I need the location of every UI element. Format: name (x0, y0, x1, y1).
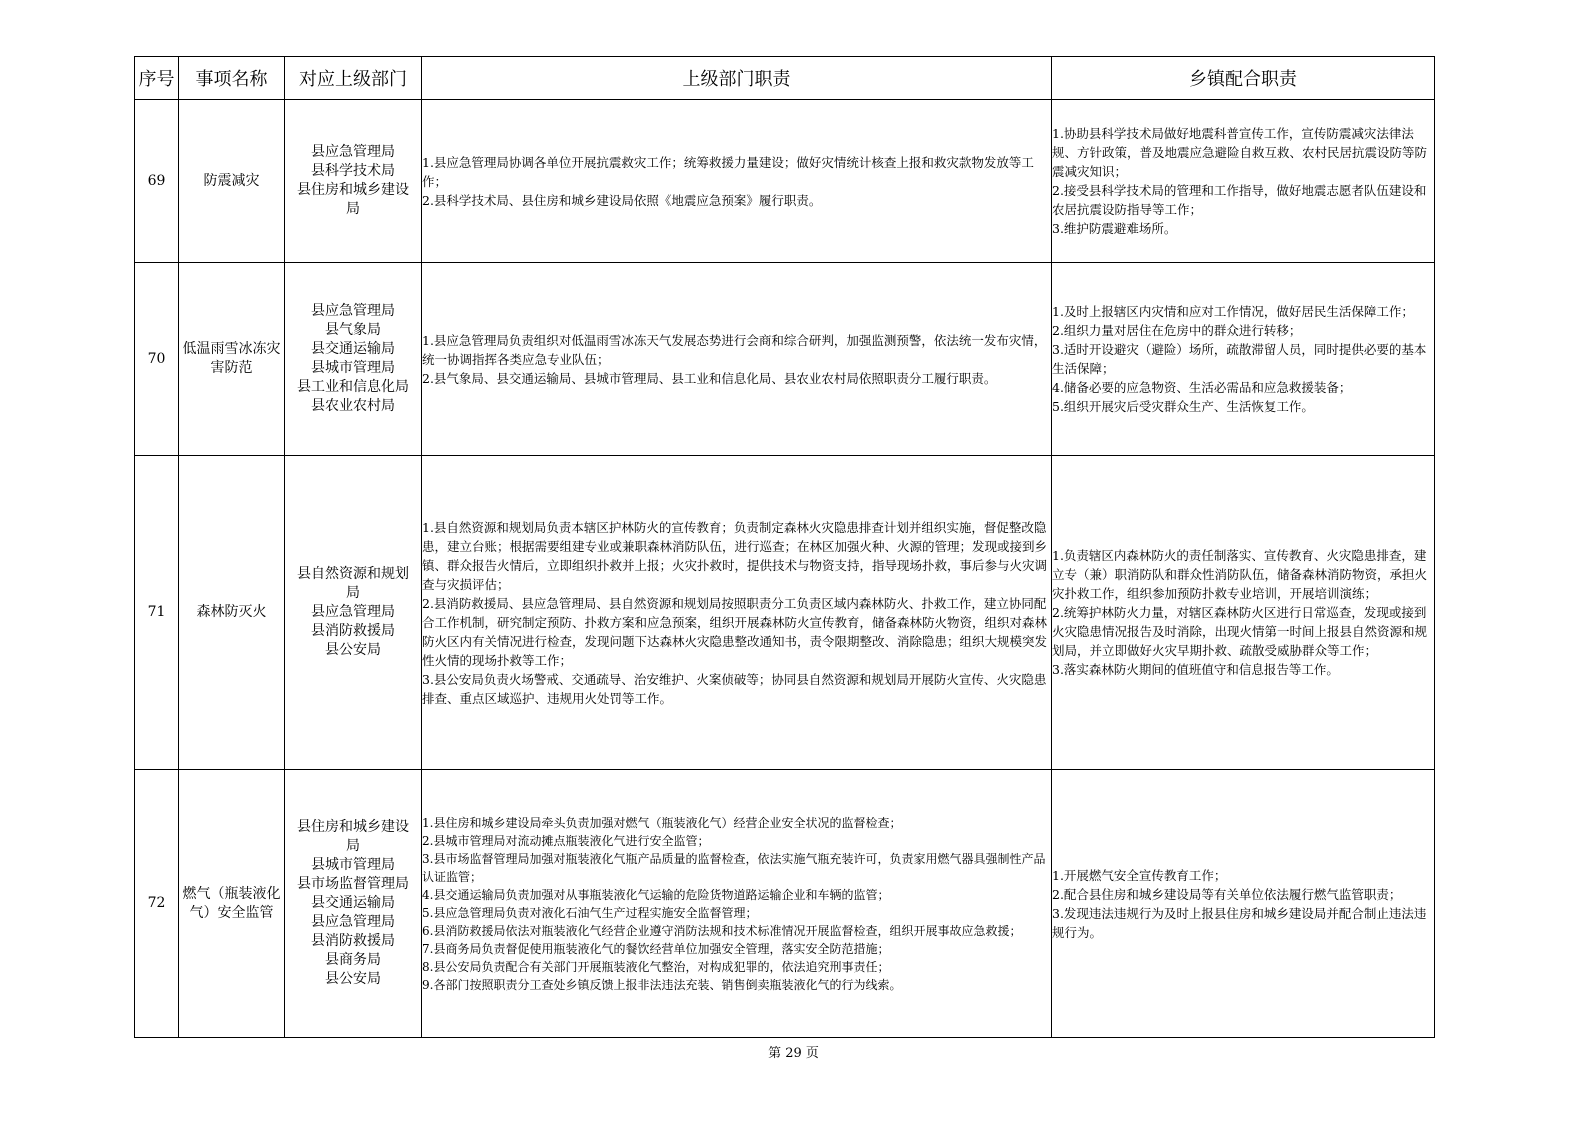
department-line: 县交通运输局 (311, 895, 395, 911)
row-item-name: 森林防灭火 (179, 456, 285, 770)
table-header-row (135, 57, 1435, 100)
row-town-duty (1052, 263, 1435, 456)
duty-item: 2.配合县住房和城乡建设局等有关单位依法履行燃气监管职责； (1052, 886, 1402, 902)
table-row (135, 456, 1435, 770)
header-item-name: 事项名称 (179, 57, 285, 100)
table-row (135, 100, 1435, 263)
department-line: 县公安局 (325, 642, 381, 658)
row-departments (285, 770, 422, 1038)
row-item-name: 燃气（瓶装液化气）安全监管 (179, 770, 285, 1038)
department-line: 县城市管理局 (311, 857, 395, 873)
department-line: 县应急管理局 (311, 144, 395, 160)
duty-item: 4.储备必要的应急物资、生活必需品和应急救援装备； (1052, 380, 1352, 395)
duty-item: 1.县自然资源和规划局负责本辖区护林防火的宣传教育；负责制定森林火灾隐患排查计划并组织实施，督促整改隐患，建立台账；根据需要组建专业或兼职森林消防队伍，进行巡查；在林区加强火种、火源的管理；发现或接到乡镇、群众报告火情后，立即组织扑救并上报；火灾扑救时，提供技术与物资支持，指导现场扑救，事后参与火灾调查与灾损评估； (422, 519, 1048, 592)
department-line: 县应急管理局 (311, 604, 395, 620)
row-upper-duty (422, 456, 1052, 770)
department-line: 县住房和城乡建设 (297, 819, 409, 835)
duty-item: 7.县商务局负责督促使用瓶装液化气的餐饮经营单位加强安全管理，落实安全防范措施； (422, 941, 890, 956)
row-upper-duty (422, 263, 1052, 456)
row-item-name: 低温雨雪冰冻灾害防范 (179, 263, 285, 456)
duty-item: 3.县市场监督管理局加强对瓶装液化气瓶产品质量的监督检查，依法实施气瓶充装许可，负责家用燃气器具强制性产品认证监管； (422, 851, 1046, 884)
duty-item: 3.维护防震避难场所。 (1052, 221, 1177, 236)
department-line: 县科学技术局 (311, 163, 395, 179)
row-item-name: 防震减灾 (179, 100, 285, 263)
page-number: 第 29 页 (768, 1046, 819, 1061)
department-line: 县自然资源和规划 (297, 566, 409, 582)
duty-item: 1.负责辖区内森林防火的责任制落实、宣传教育、火灾隐患排查，建立专（兼）职消防队和群众性消防队伍，储备森林消防物资，承担火灾扑救工作，组织参加预防扑救专业培训，开展培训演练； (1052, 548, 1428, 601)
header-department: 对应上级部门 (285, 57, 422, 100)
duty-item: 1.及时上报辖区内灾情和应对工作情况，做好居民生活保障工作； (1052, 304, 1414, 319)
row-town-duty (1052, 770, 1435, 1038)
duty-item: 2.县城市管理局对流动摊点瓶装液化气进行安全监管； (422, 833, 710, 848)
duty-item: 5.组织开展灾后受灾群众生产、生活恢复工作。 (1052, 399, 1314, 414)
duty-item: 3.县公安局负责火场警戒、交通疏导、治安维护、火案侦破等；协同县自然资源和规划局开展防火宣传、火灾隐患排查、重点区域巡护、违规用火处罚等工作。 (422, 671, 1047, 706)
responsibility-table (134, 56, 1435, 1038)
table-row (135, 770, 1435, 1038)
department-line: 县工业和信息化局 (297, 379, 409, 395)
row-no: 71 (135, 456, 179, 770)
department-line: 县交通运输局 (311, 341, 395, 357)
duty-item: 6.县消防救援局依法对瓶装液化气经营企业遵守消防法规和技术标准情况开展监督检查，组织开展事故应急救援； (422, 923, 1022, 938)
row-upper-duty (422, 770, 1052, 1038)
duty-item: 2.接受县科学技术局的管理和工作指导，做好地震志愿者队伍建设和农居抗震设防指导等工作； (1052, 183, 1427, 217)
duty-item: 1.开展燃气安全宣传教育工作； (1052, 867, 1227, 883)
row-town-duty (1052, 100, 1435, 263)
duty-item: 5.县应急管理局负责对液化石油气生产过程实施安全监督管理； (422, 905, 758, 920)
duty-item: 2.县科学技术局、县住房和城乡建设局依照《地震应急预案》履行职责。 (422, 192, 822, 208)
row-no: 70 (135, 263, 179, 456)
duty-item: 3.适时开设避灾（避险）场所，疏散滞留人员，同时提供必要的基本生活保障； (1052, 342, 1427, 376)
department-line: 县消防救援局 (311, 933, 395, 949)
department-line: 县公安局 (325, 971, 381, 987)
duty-item: 2.组织力量对居住在危房中的群众进行转移； (1052, 323, 1302, 338)
table-row (135, 263, 1435, 456)
row-departments (285, 263, 422, 456)
department-line: 县城市管理局 (311, 360, 395, 376)
duty-item: 1.县应急管理局负责组织对低温雨雪冰冻天气发展态势进行会商和综合研判，加强监测预警，依法统一发布灾情，统一协调指挥各类应急专业队伍； (422, 332, 1047, 367)
duty-item: 2.统筹护林防火力量，对辖区森林防火区进行日常巡查，发现或接到火灾隐患情况报告及时消除，出现火情第一时间上报县自然资源和规划局，并立即做好火灾早期扑救、疏散受威胁群众等工作； (1052, 605, 1428, 658)
duty-item: 9.各部门按照职责分工查处乡镇反馈上报非法违法充装、销售倒卖瓶装液化气的行为线索。 (422, 977, 902, 992)
row-departments (285, 100, 422, 263)
department-line: 局 (346, 838, 360, 854)
row-no: 72 (135, 770, 179, 1038)
duty-item: 1.协助县科学技术局做好地震科普宣传工作，宣传防震减灾法律法规、方针政策，普及地震应急避险自救互救、农村民居抗震设防等防震减灾知识； (1052, 126, 1428, 179)
department-line: 局 (346, 585, 360, 601)
department-line: 县应急管理局 (311, 914, 395, 930)
department-line: 县消防救援局 (311, 623, 395, 639)
duty-item: 1.县应急管理局协调各单位开展抗震救灾工作；统筹救援力量建设；做好灾情统计核查上报和救灾款物发放等工作； (422, 154, 1034, 189)
duty-item: 2.县气象局、县交通运输局、县城市管理局、县工业和信息化局、县农业农村局依照职责分工履行职责。 (422, 370, 997, 386)
department-line: 县商务局 (325, 952, 381, 968)
header-upper-duty: 上级部门职责 (422, 57, 1052, 100)
row-no: 69 (135, 100, 179, 263)
department-line: 县农业农村局 (311, 398, 395, 414)
department-line: 县市场监督管理局 (297, 876, 409, 892)
department-line: 县住房和城乡建设 (297, 182, 409, 198)
row-town-duty (1052, 456, 1435, 770)
department-line: 县应急管理局 (311, 303, 395, 319)
row-upper-duty (422, 100, 1052, 263)
header-no: 序号 (135, 57, 179, 100)
department-line: 局 (346, 201, 360, 217)
duty-item: 8.县公安局负责配合有关部门开展瓶装液化气整治，对构成犯罪的，依法追究刑事责任； (422, 959, 890, 974)
duty-item: 1.县住房和城乡建设局牵头负责加强对燃气（瓶装液化气）经营企业安全状况的监督检查； (422, 815, 902, 830)
duty-item: 2.县消防救援局、县应急管理局、县自然资源和规划局按照职责分工负责区域内森林防火、扑救工作，建立协同配合工作机制，研究制定预防、扑救方案和应急预案，组织开展森林防火宣传教育，储备森林防火物资，组织对森林防火区内有关情况进行检查，发现问题下达森林火灾隐患整改通知书，责令限期整改、消除隐患；组织大规模突发性火情的现场扑救等工作； (422, 595, 1048, 668)
duty-item: 4.县交通运输局负责加强对从事瓶装液化气运输的危险货物道路运输企业和车辆的监管； (422, 887, 890, 902)
department-line: 县气象局 (325, 322, 381, 338)
header-town-duty: 乡镇配合职责 (1052, 57, 1435, 100)
duty-item: 3.落实森林防火期间的值班值守和信息报告等工作。 (1052, 662, 1339, 677)
row-departments (285, 456, 422, 770)
duty-item: 3.发现违法违规行为及时上报县住房和城乡建设局并配合制止违法违规行为。 (1052, 905, 1427, 940)
